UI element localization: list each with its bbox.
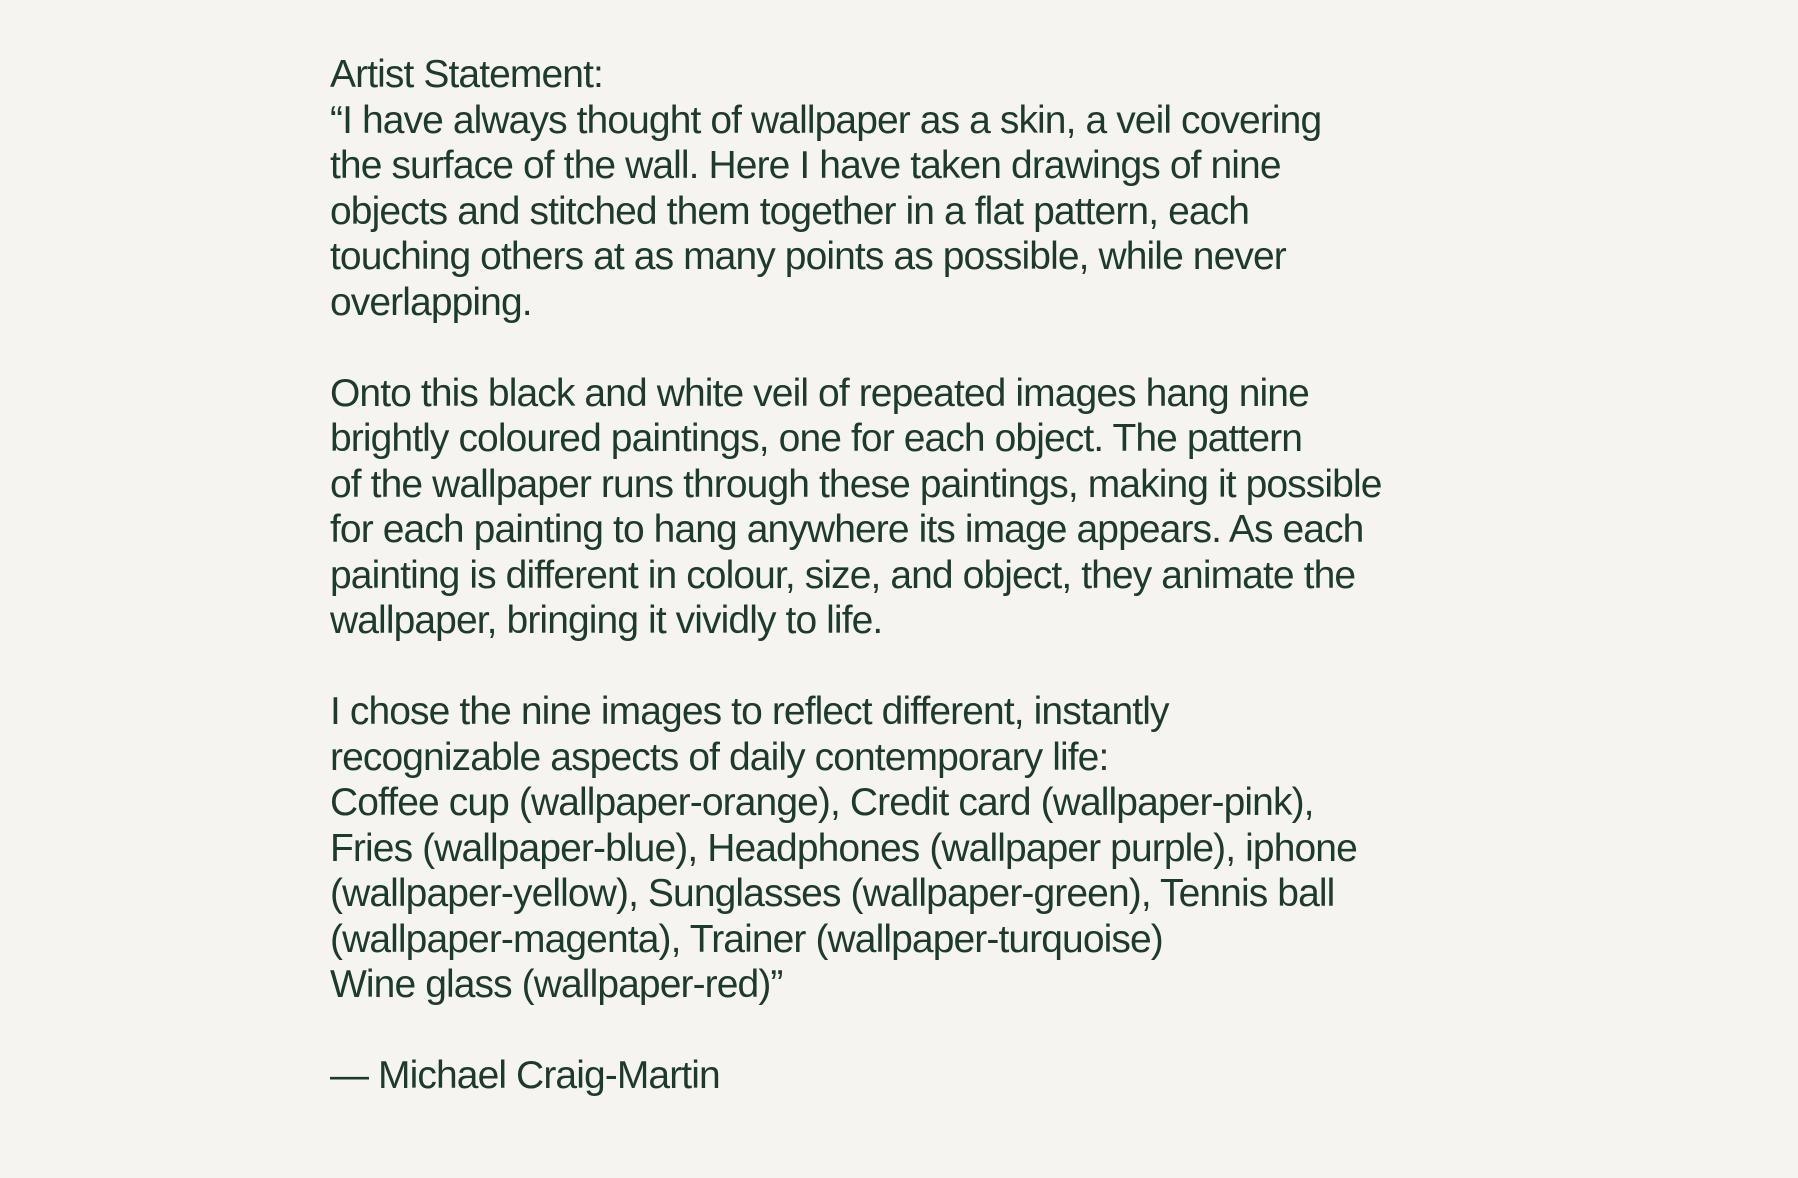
statement-heading: Artist Statement: bbox=[330, 53, 603, 96]
paragraph-line: (wallpaper-yellow), Sunglasses (wallpaper-green), Tennis ball bbox=[330, 872, 1335, 915]
paragraph-1 bbox=[330, 98, 1550, 326]
paragraph-line: touching others at as many points as possible, while never bbox=[330, 235, 1286, 278]
paragraph-line: for each painting to hang anywhere its image appears. As each bbox=[330, 508, 1364, 551]
paragraph-line: Wine glass (wallpaper-red)” bbox=[330, 963, 783, 1006]
paragraph-line: I chose the nine images to reflect different, instantly bbox=[330, 690, 1169, 733]
paragraph-spacer bbox=[330, 325, 1550, 371]
paragraph-3 bbox=[330, 689, 1550, 1008]
paragraph-line: of the wallpaper runs through these paintings, making it possible bbox=[330, 462, 1382, 506]
attribution: — Michael Craig-Martin bbox=[330, 1054, 720, 1097]
paragraph-line: “I have always thought of wallpaper as a skin, a veil covering bbox=[330, 98, 1322, 142]
paragraph-line: objects and stitched them together in a flat pattern, each bbox=[330, 189, 1250, 233]
paragraph-spacer bbox=[330, 644, 1550, 690]
paragraph-line: wallpaper, bringing it vividly to life. bbox=[330, 599, 883, 642]
paragraph-line: Coffee cup (wallpaper-orange), Credit card (wallpaper-pink), bbox=[330, 781, 1314, 824]
artist-statement bbox=[330, 52, 1550, 1099]
paragraph-spacer bbox=[330, 1008, 1550, 1054]
paragraph-line: brightly coloured paintings, one for each object. The pattern bbox=[330, 417, 1303, 460]
paragraph-line: the surface of the wall. Here I have taken drawings of nine bbox=[330, 144, 1281, 187]
paragraph-line: (wallpaper-magenta), Trainer (wallpaper-turquoise) bbox=[330, 917, 1163, 961]
paragraph-2 bbox=[330, 371, 1550, 644]
paragraph-line: recognizable aspects of daily contemporary life: bbox=[330, 735, 1109, 779]
paragraph-line: painting is different in colour, size, and object, they animate the bbox=[330, 553, 1356, 597]
paragraph-line: Onto this black and white veil of repeated images hang nine bbox=[330, 371, 1309, 415]
paragraph-line: overlapping. bbox=[330, 280, 532, 324]
paragraph-line: Fries (wallpaper-blue), Headphones (wallpaper purple), iphone bbox=[330, 826, 1357, 870]
